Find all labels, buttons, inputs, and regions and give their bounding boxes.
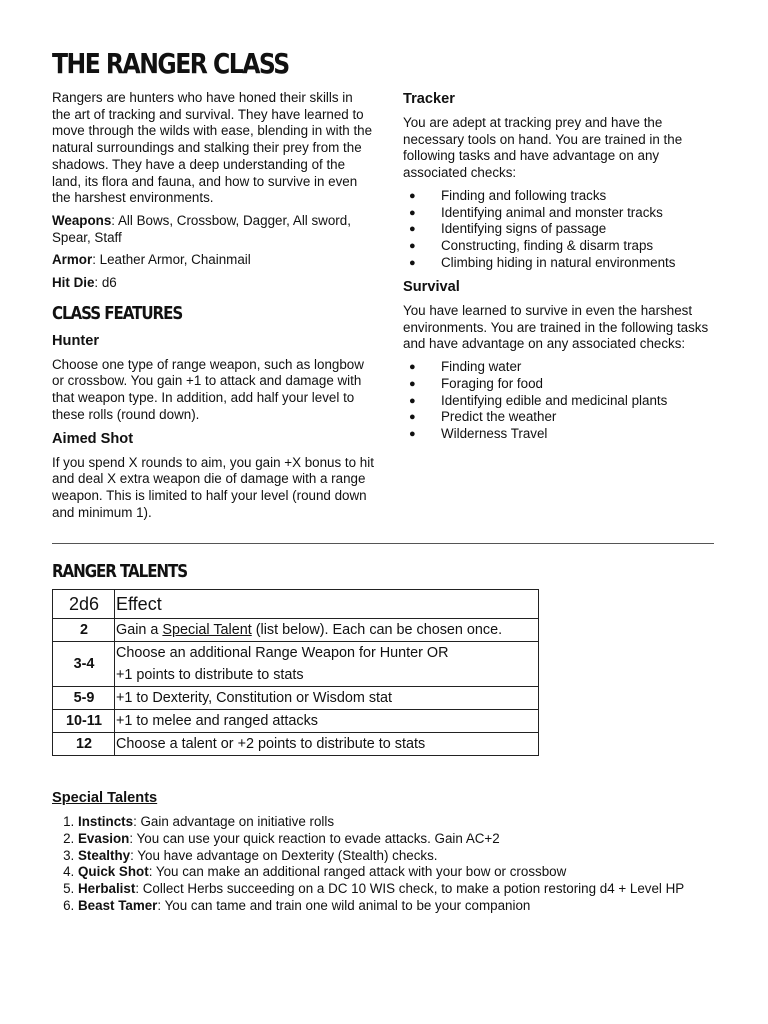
list-item: 4. Quick Shot: You can make an additional ranged attack with your bow or crossbow <box>78 864 732 881</box>
roll-cell: 10-11 <box>53 710 115 733</box>
effect-cell: Choose an additional Range Weapon for Hunter OR +1 points to distribute to stats <box>115 642 539 687</box>
survival-text: You have learned to survive in even the harshest environments. You are trained in the following tasks and have advantage on any associated checks: <box>403 302 709 352</box>
effect-cell: Gain a Special Talent (list below). Each can be chosen once. <box>115 619 539 642</box>
left-column <box>52 46 374 521</box>
table-row <box>53 619 539 642</box>
hit-die-value: : d6 <box>94 275 117 291</box>
armor-label: Armor <box>52 252 93 268</box>
weapons-line <box>52 213 374 246</box>
table-row <box>53 733 539 756</box>
special-talents-list <box>52 814 732 915</box>
table-row <box>53 687 539 710</box>
page-title: THE RANGER CLASS <box>52 47 289 80</box>
aimed-shot-title: Aimed Shot <box>52 430 134 447</box>
list-item: 5. Herbalist: Collect Herbs succeeding on a DC 10 WIS check, to make a potion restoring d4 + Level HP <box>78 881 732 898</box>
bullet-icon: ● <box>409 411 416 424</box>
bullet-icon: ● <box>409 428 416 441</box>
hunter-title: Hunter <box>52 332 100 349</box>
section-divider <box>52 543 714 544</box>
special-talent-link[interactable]: Special Talent <box>162 622 252 638</box>
ranger-talents-heading: RANGER TALENTS <box>52 561 188 582</box>
list-item: 2. Evasion: You can use your quick reaction to evade attacks. Gain AC+2 <box>78 831 732 848</box>
table-row <box>53 642 539 687</box>
table-row <box>53 710 539 733</box>
list-item: 3. Stealthy: You have advantage on Dexterity (Stealth) checks. <box>78 848 732 865</box>
roll-cell: 12 <box>53 733 115 756</box>
list-item: ● Identifying edible and medicinal plants <box>409 392 668 408</box>
special-talents-section <box>52 788 732 915</box>
list-item: ● Identifying signs of passage <box>409 221 607 237</box>
hit-die-label: Hit Die <box>52 275 95 291</box>
effect-column-header: Effect <box>115 590 539 619</box>
roll-cell: 3-4 <box>53 642 115 687</box>
armor-line <box>52 252 374 269</box>
armor-value: : Leather Armor, Chainmail <box>92 252 251 268</box>
bullet-icon: ● <box>409 206 416 219</box>
tracker-text: You are adept at tracking prey and have the necessary tools on hand. You are trained in the following tasks and have advantage on any associated checks: <box>403 115 683 181</box>
survival-list <box>403 359 713 443</box>
bullet-icon: ● <box>409 360 416 373</box>
effect-cell: Choose a talent or +2 points to distribute to stats <box>115 733 539 756</box>
list-item: 6. Beast Tamer: You can tame and train one wild animal to be your companion <box>78 898 732 915</box>
roll-column-header: 2d6 <box>53 590 115 619</box>
right-column <box>403 90 713 443</box>
list-item: ● Foraging for food <box>409 375 543 391</box>
list-item: ● Identifying animal and monster tracks <box>409 204 663 220</box>
list-item: ● Constructing, finding & disarm traps <box>409 238 654 254</box>
weapons-value: : All Bows, Crossbow, Dagger, All sword, Spear, Staff <box>52 212 351 245</box>
bullet-icon: ● <box>409 240 416 253</box>
bullet-icon: ● <box>409 377 416 390</box>
table-header-row <box>53 590 539 619</box>
talents-table <box>52 589 539 756</box>
special-talents-heading: Special Talents <box>52 790 158 806</box>
bullet-icon: ● <box>409 394 416 407</box>
hit-die-line <box>52 275 374 292</box>
list-item: ● Finding and following tracks <box>409 187 607 203</box>
list-item: ● Wilderness Travel <box>409 426 548 442</box>
list-item: ● Finding water <box>409 358 522 374</box>
effect-cell: +1 to melee and ranged attacks <box>115 710 539 733</box>
class-features-heading: CLASS FEATURES <box>52 302 183 324</box>
tracker-list <box>403 188 713 272</box>
list-item: ● Predict the weather <box>409 409 557 425</box>
list-item: 1. Instincts: Gain advantage on initiative rolls <box>78 814 732 831</box>
survival-title: Survival <box>403 278 460 295</box>
effect-cell: +1 to Dexterity, Constitution or Wisdom stat <box>115 687 539 710</box>
aimed-shot-text: If you spend X rounds to aim, you gain +X bonus to hit and deal X extra weapon die of damage with a range weapon. This is limited to half your level (round down and minimum 1). <box>52 454 374 520</box>
intro-text: Rangers are hunters who have honed their skills in the art of tracking and survival. They have learned to move through the wilds with ease, blending in with the natural surroundings and stalking their prey from the shadows. They have a deep understanding of the land, its flora and fauna, and how to survive in even the harshest environments. <box>52 90 373 206</box>
roll-cell: 2 <box>53 619 115 642</box>
roll-cell: 5-9 <box>53 687 115 710</box>
bullet-icon: ● <box>409 257 416 269</box>
bullet-icon: ● <box>409 189 416 202</box>
weapons-label: Weapons <box>52 212 112 228</box>
hunter-text: Choose one type of range weapon, such as longbow or crossbow. You gain +1 to attack and damage with that weapon type. In addition, add half your level to these rolls (round down). <box>52 356 364 422</box>
list-item: ● Climbing hiding in natural environments <box>409 255 676 270</box>
bullet-icon: ● <box>409 223 416 236</box>
tracker-title: Tracker <box>403 91 455 107</box>
